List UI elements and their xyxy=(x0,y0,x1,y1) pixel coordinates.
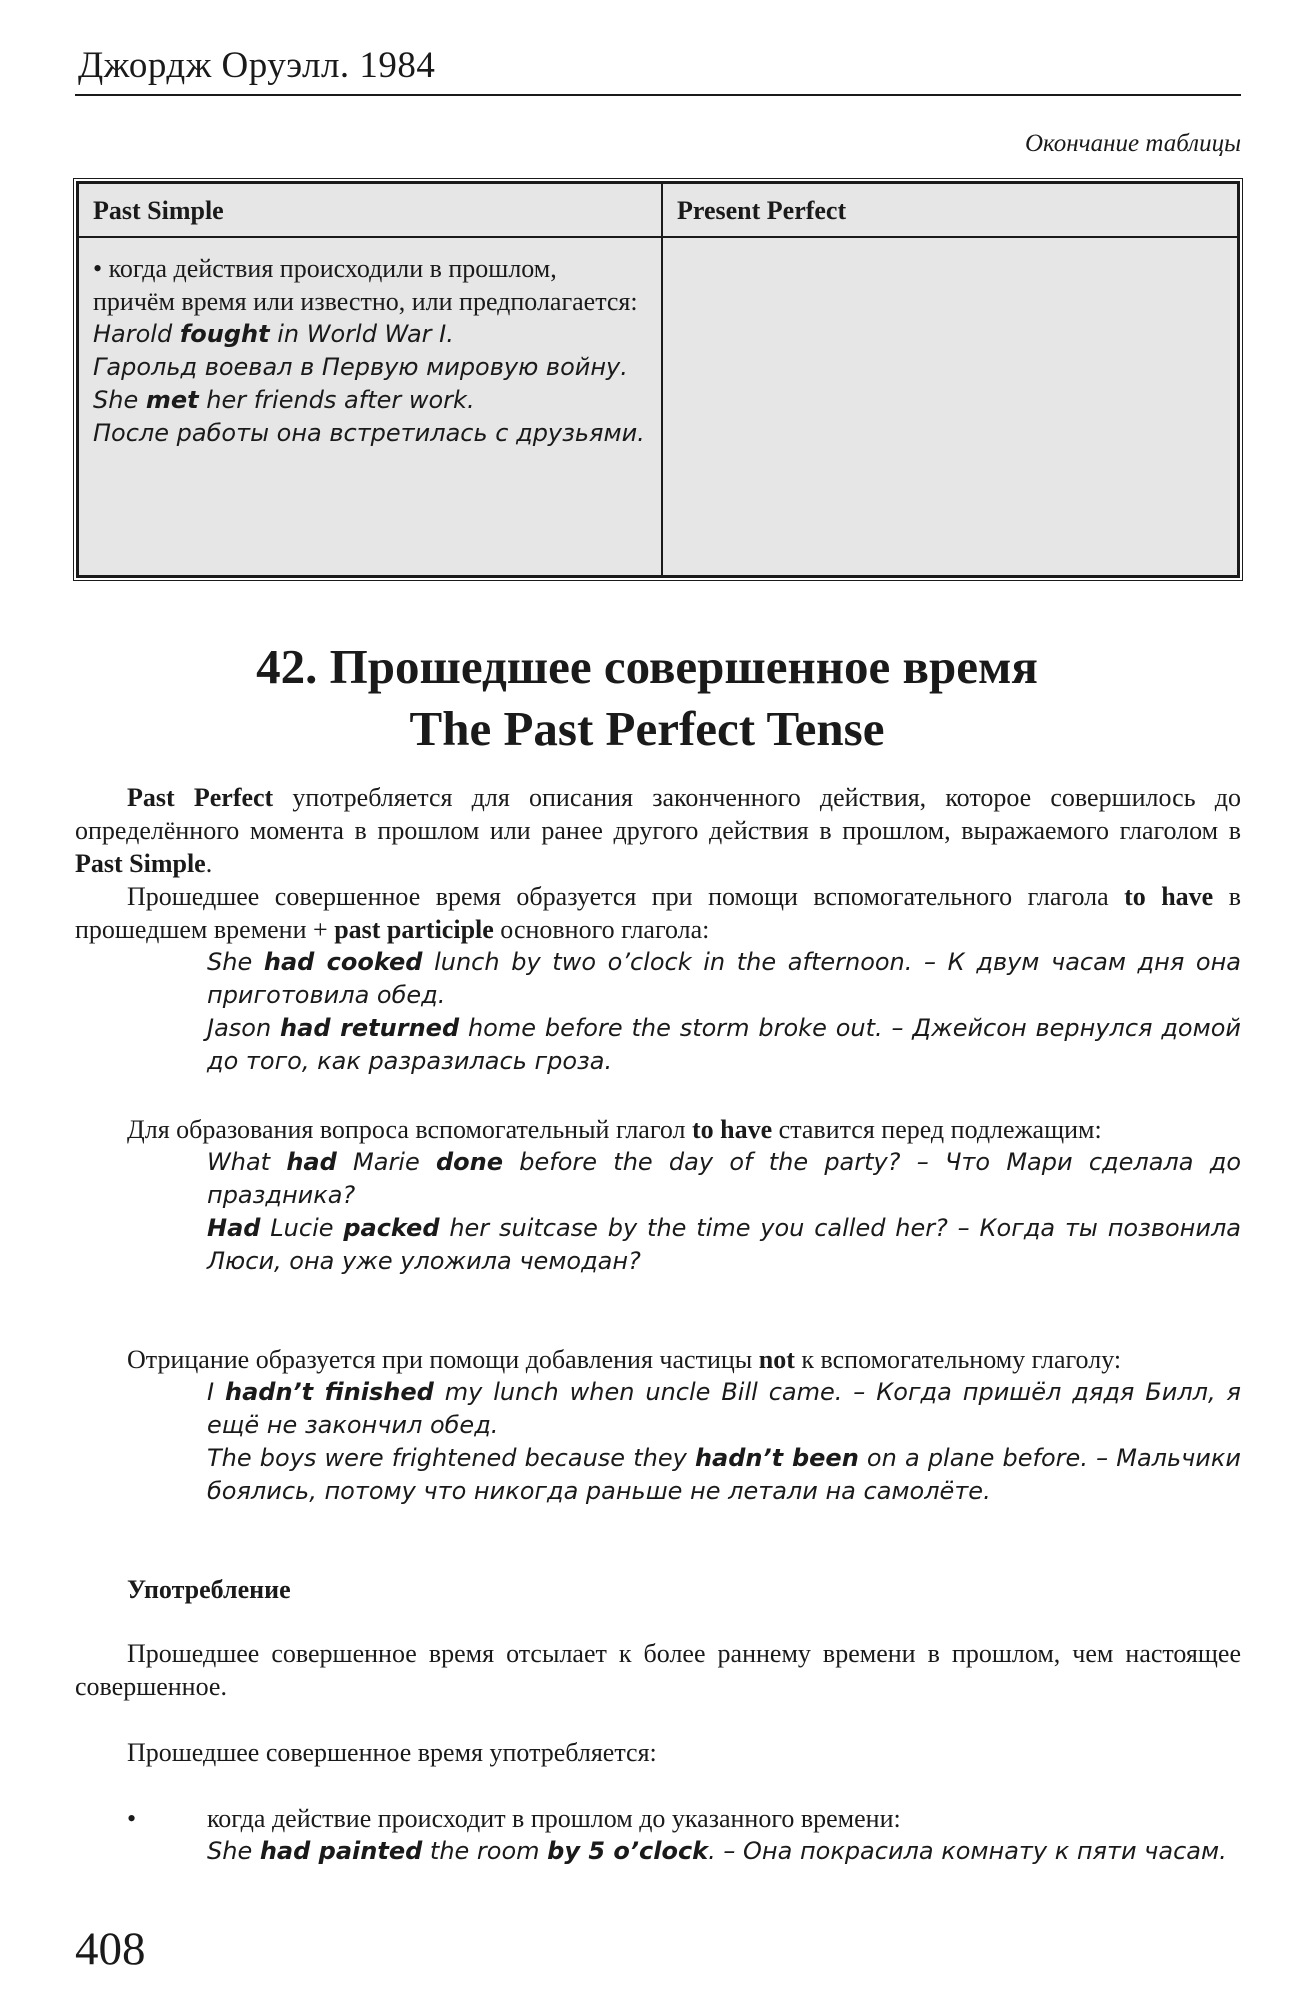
running-header xyxy=(75,44,1241,94)
example-negative-1: I hadn’t finished my lunch when uncle Bill came. – Когда пришёл дядя Билл, я ещё не закончил обед. xyxy=(207,1378,1241,1439)
body-block-2 xyxy=(75,1113,1241,1278)
example-negative-2: The boys were frightened because they hadn’t been on a plane before. – Мальчики боялись, потому что никогда раньше не летали на самолёте. xyxy=(207,1444,1241,1505)
table-cell-present-perfect xyxy=(662,237,1238,576)
paragraph-definition: Past Perfect употребляется для описания законченного действия, которое совершилось до определённого момента в прошлом или ранее другого действия в прошлом, выражаемого глаголом в Past Simple. xyxy=(75,783,1241,878)
table-example-2-translation: После работы она встретилась с друзьями. xyxy=(93,419,645,447)
usage-paragraph-2 xyxy=(75,1736,1241,1769)
paragraph-negation: Отрицание образуется при помощи добавления частицы not к вспомогательному глаголу: xyxy=(127,1345,1122,1374)
usage-heading: Употребление xyxy=(127,1575,291,1604)
usage-bullet-1-example: She had painted the room by 5 o’clock. – Она покрасила комнату к пяти часам. xyxy=(207,1837,1227,1865)
table-cell-past-simple xyxy=(78,237,662,576)
example-had-returned: Jason had returned home before the storm broke out. – Джейсон вернулся домой до того, как разразилась гроза. xyxy=(207,1014,1241,1075)
table-caption: Окончание таблицы xyxy=(1024,130,1241,157)
section-title-en: The Past Perfect Tense xyxy=(409,701,885,756)
comparison-table xyxy=(73,178,1243,581)
running-header-title: Джордж Оруэлл. 1984 xyxy=(78,45,436,86)
body-block-3 xyxy=(75,1343,1241,1508)
page-number: 408 xyxy=(75,1923,146,1975)
bullet-marker: • xyxy=(127,1804,137,1833)
paragraph-question: Для образования вопроса вспомогательный глагол to have ставится перед подлежащим: xyxy=(127,1115,1102,1144)
usage-text-2: Прошедшее совершенное время употребляется: xyxy=(127,1738,657,1767)
example-had-cooked: She had cooked lunch by two o’clock in the afternoon. – К двум часам дня она приготовила обед. xyxy=(207,948,1242,1009)
table-example-1: Harold fought in World War I. xyxy=(93,320,454,348)
usage-bullet-1-text: когда действие происходит в прошлом до указанного времени: xyxy=(207,1804,901,1833)
example-question-2: Had Lucie packed her suitcase by the time you called her? – Когда ты позвонила Люси, она уже уложила чемодан? xyxy=(207,1214,1242,1275)
usage-paragraph-1 xyxy=(75,1637,1241,1703)
usage-bullet-list xyxy=(75,1802,1241,1868)
table-desc: • когда действия происходили в прошлом, причём время или известно, или предполагается: xyxy=(93,254,638,316)
table-header-present-perfect: Present Perfect xyxy=(662,183,1238,237)
section-title xyxy=(0,636,1294,760)
table-example-2: She met her friends after work. xyxy=(93,386,475,414)
usage-bullet-1 xyxy=(75,1802,1241,1868)
table-example-1-translation: Гарольд воевал в Первую мировую войну. xyxy=(93,353,628,381)
usage-text-1: Прошедшее совершенное время отсылает к более раннему времени в прошлом, чем настоящее совершенное. xyxy=(75,1639,1241,1701)
example-question-1: What had Marie done before the day of the party? – Что Мари сделала до праздника? xyxy=(207,1148,1242,1209)
paragraph-formation: Прошедшее совершенное время образуется при помощи вспомогательного глагола to have в прошедшем времени + past participle основного глагола: xyxy=(75,882,1241,944)
section-title-ru: 42. Прошедшее совершенное время xyxy=(256,639,1038,694)
table-header-past-simple: Past Simple xyxy=(78,183,662,237)
usage-heading-block xyxy=(75,1573,1241,1606)
body-block-1 xyxy=(75,781,1241,1078)
header-rule xyxy=(75,94,1241,96)
